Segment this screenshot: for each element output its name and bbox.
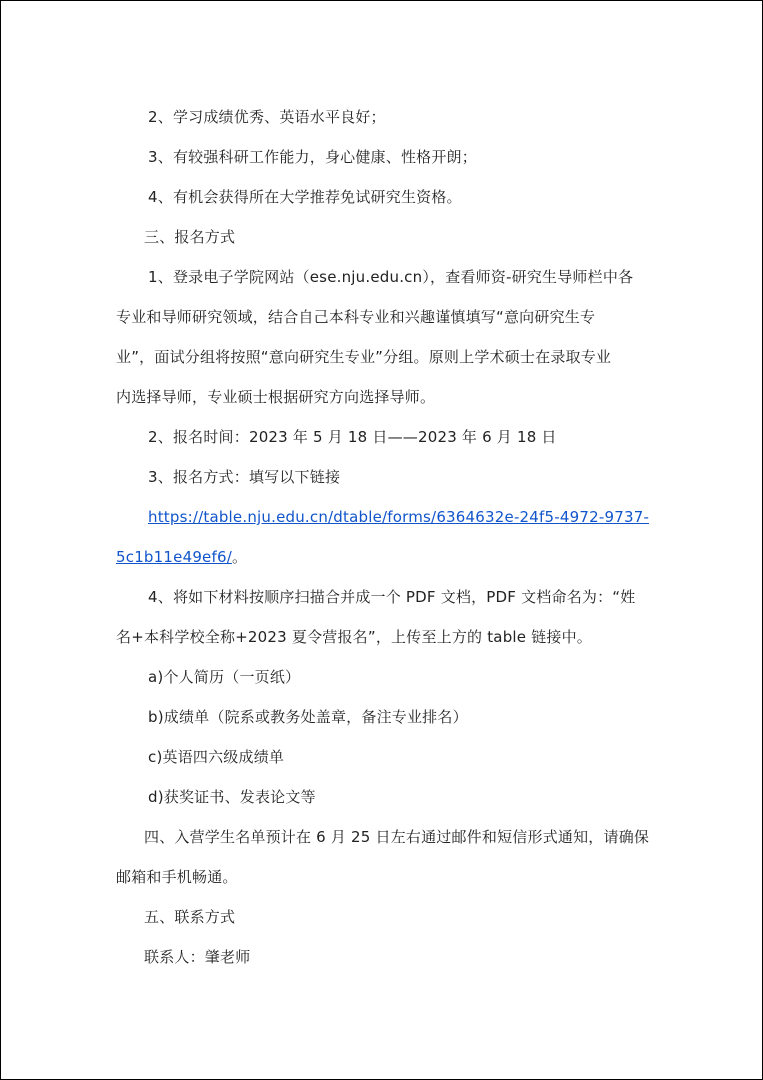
requirement-item: 3、有较强科研工作能力，身心健康、性格开朗；	[148, 148, 477, 166]
link-line	[1, 537, 762, 577]
paragraph-line: 专业和导师研究领域，结合自己本科专业和兴趣谨慎填写“意向研究生专	[116, 308, 596, 326]
paragraph-line: 内选择导师，专业硕士根据研究方向选择导师。	[116, 388, 436, 406]
link-period: 。	[231, 548, 248, 566]
material-item: a)个人简历（一页纸）	[148, 668, 301, 686]
paragraph-line: 1、登录电子学院网站（ese.nju.edu.cn），查看师资-研究生导师栏中各	[148, 268, 634, 286]
link-line	[1, 497, 762, 537]
paragraph-line: 业”，面试分组将按照“意向研究生专业”分组。原则上学术硕士在录取专业	[116, 348, 612, 366]
material-item: b)成绩单（院系或教务处盖章，备注专业排名）	[148, 708, 468, 726]
section-heading: 三、报名方式	[144, 228, 236, 246]
contact-person: 联系人：肇老师	[144, 948, 251, 966]
section-heading: 五、联系方式	[144, 908, 236, 926]
registration-method: 3、报名方式：填写以下链接	[148, 468, 341, 486]
registration-link-part1[interactable]: https://table.nju.edu.cn/dtable/forms/6364632e-24f5-4972-9737-	[148, 508, 650, 526]
paragraph-line: 4、将如下材料按顺序扫描合并成一个 PDF 文档，PDF 文档命名为：“姓	[148, 588, 636, 606]
section-heading: 四、入营学生名单预计在 6 月 25 日左右通过邮件和短信形式通知，请确保	[144, 828, 650, 846]
document-body	[1, 97, 762, 977]
paragraph-line: 名+本科学校全称+2023 夏令营报名”，上传至上方的 table 链接中。	[116, 628, 592, 646]
paragraph-line: 邮箱和手机畅通。	[116, 868, 238, 886]
registration-time: 2、报名时间：2023 年 5 月 18 日——2023 年 6 月 18 日	[148, 428, 557, 446]
requirement-item: 2、学习成绩优秀、英语水平良好；	[148, 108, 386, 126]
requirement-item: 4、有机会获得所在大学推荐免试研究生资格。	[148, 188, 462, 206]
material-item: c)英语四六级成绩单	[148, 748, 285, 766]
material-item: d)获奖证书、发表论文等	[148, 788, 316, 806]
registration-link-part2[interactable]: 5c1b11e49ef6/	[116, 548, 232, 566]
